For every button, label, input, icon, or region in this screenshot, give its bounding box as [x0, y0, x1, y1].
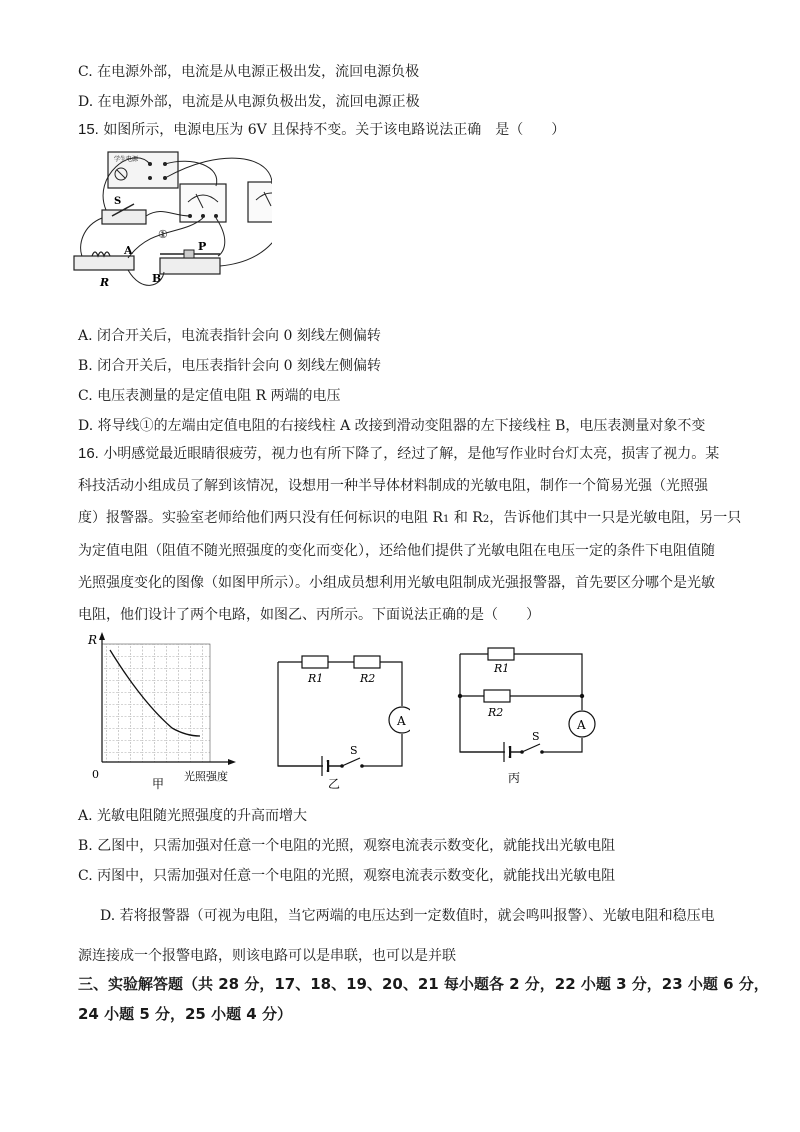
fig-bing-r2: R2: [488, 706, 504, 719]
q16-stem-1: 小明感觉最近眼睛很疲劳，视力也有所下降了，经过了解，是他写作业时台灯太亮，损害了视力。某: [103, 446, 720, 462]
fig-yi-r1: R1: [308, 672, 324, 685]
q16-option-b: B. 乙图中，只需加强对任意一个电阻的光照，观察电流表示数变化，就能找出光敏电阻: [78, 838, 616, 854]
q16-stem-line-4: 为定值电阻（阻值不随光照强度的变化而变化），还给他们提供了光敏电阻在电压一定的条件下电阻值随: [78, 543, 715, 559]
q16-stem-line-3: [78, 508, 741, 530]
section-3-heading-line-1: 三、实验解答题（共 28 分，17、18、19、20、21 每小题各 2 分，22 小题 3 分，23 小题 6 分，: [78, 975, 769, 993]
q16-option-d-line-1: D. 若将报警器（可视为电阻，当它两端的电压达到一定数值时，就会鸣叫报警）、光敏电阻和稳压电: [100, 908, 715, 924]
q16-stem-3-sub1: 1: [443, 514, 450, 525]
q15-point-p-label: P: [198, 240, 207, 253]
fig-bing-r1: R1: [494, 662, 510, 675]
q16-option-d-line-2: 源连接成一个报警电路，则该电路可以是串联，也可以是并联: [78, 948, 456, 964]
q16-option-a: A. 光敏电阻随光照强度的升高而增大: [78, 808, 308, 824]
q16-stem-line-1: [78, 444, 719, 464]
q15-stem-line: [78, 120, 565, 140]
q15-switch-label: S: [114, 196, 122, 207]
fig-yi-circuit: [270, 650, 410, 790]
fig-yi-r2: R2: [360, 672, 376, 685]
q15-option-b: B. 闭合开关后，电压表指针会向 0 刻线左侧偏转: [78, 358, 381, 374]
fig-bing-ammeter: A: [577, 718, 586, 732]
q15-power-supply-label: 学生电源: [114, 156, 139, 163]
q16-option-c: C. 丙图中，只需加强对任意一个电阻的光照，观察电流表示数变化，就能找出光敏电阻: [78, 868, 616, 884]
fig-bing-circuit: [450, 644, 600, 794]
q15-wire-mark: ①: [158, 228, 168, 241]
fig-yi-caption: 乙: [328, 777, 341, 790]
q15-option-c: C. 电压表测量的是定值电阻 R 两端的电压: [78, 388, 341, 404]
q16-stem-3b: 和 R: [449, 510, 483, 526]
section-3-heading-line-2: 24 小题 5 分，25 小题 4 分）: [78, 1005, 292, 1023]
q16-number: 16.: [78, 445, 99, 462]
q15-circuit-figure: [72, 146, 272, 296]
fig-yi-ammeter: A: [397, 714, 406, 728]
fig-bing-caption: 丙: [508, 771, 521, 785]
q15-option-d: D. 将导线①的左端由定值电阻的右接线柱 A 改接到滑动变阻器的左下接线柱 B，电压表测量对象不变: [78, 418, 706, 434]
fig-jia-graph: [82, 632, 262, 792]
fig-jia-caption: 甲: [152, 777, 165, 791]
q16-stem-line-2: 科技活动小组成员了解到该情况，设想用一种半导体材料制成的光敏电阻，制作一个简易光强（光照强: [78, 478, 708, 494]
fig-jia-y-label: R: [88, 633, 98, 647]
q15-point-b-label: B: [152, 272, 162, 285]
fig-jia-x-label: 光照强度: [184, 770, 228, 783]
q15-point-a-label: A: [124, 244, 133, 257]
q14-option-d: D. 在电源外部，电流是从电源负极出发，流回电源正极: [78, 94, 420, 110]
q15-option-a: A. 闭合开关后，电流表指针会向 0 刻线左侧偏转: [78, 328, 381, 344]
q14-option-c: C. 在电源外部，电流是从电源正极出发，流回电源负极: [78, 64, 420, 80]
q16-stem-3-sub2: 2: [482, 514, 490, 525]
q16-stem-line-5: 光照强度变化的图像（如图甲所示）。小组成员想利用光敏电阻制成光强报警器，首先要区分哪个是光敏: [78, 575, 715, 591]
q16-stem-3a: 度）报警器。实验室老师给他们两只没有任何标识的电阻 R: [78, 510, 443, 526]
q15-number: 15.: [78, 121, 99, 138]
fig-jia-origin: 0: [92, 768, 99, 781]
q16-stem-3c: ，告诉他们其中一只是光敏电阻，另一只: [489, 510, 742, 526]
q16-stem-line-6: 电阻，他们设计了两个电路，如图乙、丙所示。下面说法正确的是（ ）: [78, 607, 540, 623]
fig-bing-switch: S: [532, 730, 540, 743]
q15-resistor-label: R: [100, 276, 110, 289]
fig-yi-switch: S: [350, 744, 358, 757]
q15-stem: 如图所示，电源电压为 6V 且保持不变。关于该电路说法正确 是（ ）: [103, 122, 566, 138]
